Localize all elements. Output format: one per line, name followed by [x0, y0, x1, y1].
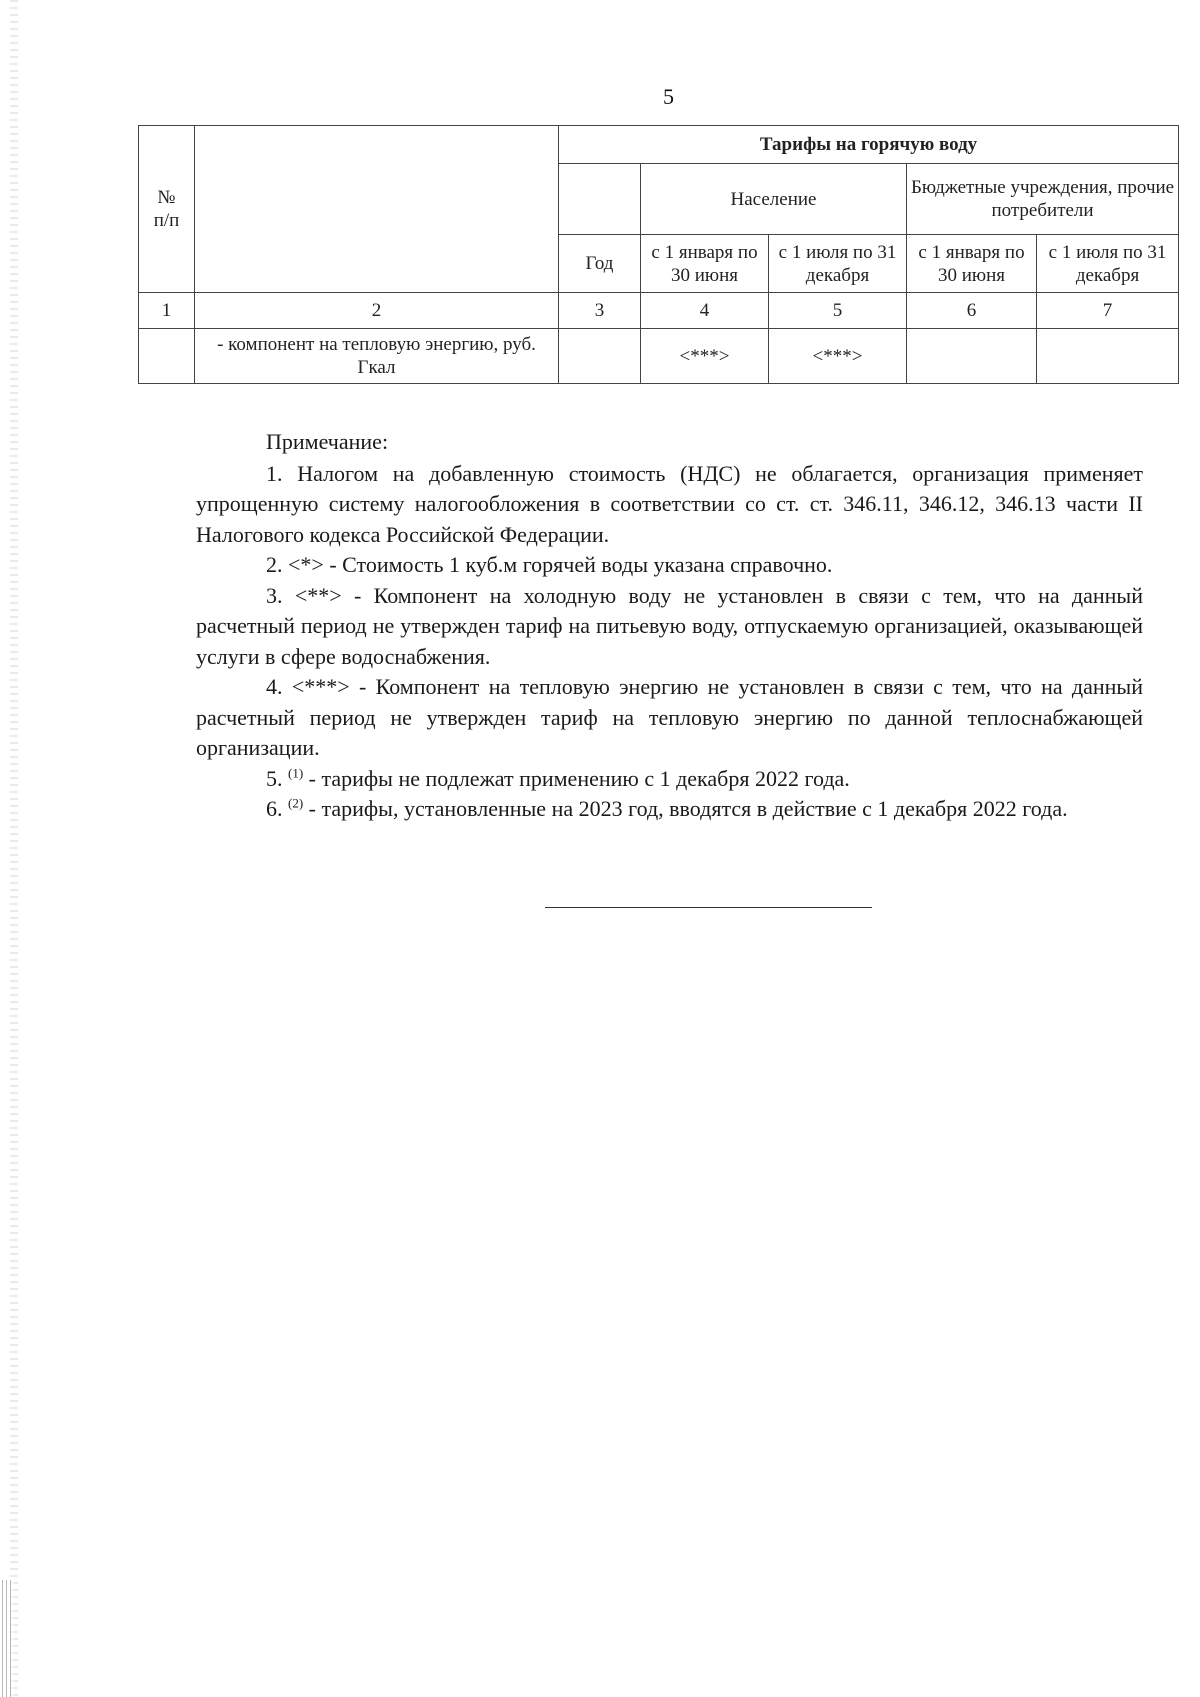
row-population-h2: <***> [769, 329, 907, 384]
row-budget-h1 [907, 329, 1037, 384]
note-6-prefix: 6. [266, 796, 288, 821]
note-4: 4. <***> - Компонент на тепловую энергию не установлен в связи с тем, что на данный расчетный период не утвержден тариф на тепловую энергию по данной теплоснабжающей организации. [196, 674, 1143, 760]
note-5-superscript: (1) [288, 765, 304, 781]
col-num-header: № п/п [139, 126, 195, 293]
note-1: 1. Налогом на добавленную стоимость (НДС) не облагается, организация применяет упрощенную систему налогообложения в соответствии со ст. ст. 346.11, 346.12, 346.13 части II Налогового кодекса Российской Федерации. [196, 460, 1143, 547]
column-number: 7 [1037, 293, 1179, 329]
row-year-cell [559, 329, 641, 384]
note-6-superscript: (2) [288, 795, 304, 811]
col-population-h1-header: с 1 января по 30 июня [641, 235, 769, 293]
main-header: Тарифы на горячую воду [559, 126, 1179, 164]
note-6-text: - тарифы, установленные на 2023 год, вводятся в действие с 1 декабря 2022 года. [303, 796, 1068, 821]
col-year-header: Год [559, 235, 641, 293]
page-number: 5 [663, 84, 674, 109]
column-number-row [139, 293, 1179, 329]
column-number: 6 [907, 293, 1037, 329]
col-population-h2-header: с 1 июля по 31 декабря [769, 235, 907, 293]
row-description: - компонент на тепловую энергию, руб. Гкал [195, 329, 559, 384]
table-row [139, 329, 1179, 384]
col-budget-h2-header: с 1 июля по 31 декабря [1037, 235, 1179, 293]
end-of-document-rule [545, 907, 872, 908]
column-number: 5 [769, 293, 907, 329]
col-description-header [195, 126, 559, 293]
row-number-cell [139, 329, 195, 384]
scan-edge-artifact-bottom [2, 1580, 14, 1697]
notes-title: Примечание: [266, 429, 389, 454]
column-number: 3 [559, 293, 641, 329]
note-5-text: - тарифы не подлежат применению с 1 декабря 2022 года. [303, 765, 850, 791]
note-2: 2. <*> - Стоимость 1 куб.м горячей воды указана справочно. [266, 552, 833, 577]
note-6 [196, 794, 1143, 825]
note-5-prefix: 5. [266, 765, 288, 791]
group-header-budget: Бюджетные учреждения, прочие потребители [907, 164, 1179, 235]
scan-edge-artifact [10, 0, 18, 1697]
row-population-h1: <***> [641, 329, 769, 384]
tariff-table [138, 125, 1179, 384]
notes-section [196, 427, 1143, 825]
column-number: 4 [641, 293, 769, 329]
column-number: 1 [139, 293, 195, 329]
row-budget-h2 [1037, 329, 1179, 384]
column-number: 2 [195, 293, 559, 329]
col-budget-h1-header: с 1 января по 30 июня [907, 235, 1037, 293]
group-header-population: Население [641, 164, 907, 235]
note-3: 3. <**> - Компонент на холодную воду не установлен в связи с тем, что на данный расчетный период не утвержден тариф на питьевую воду, отпускаемую организацией, оказывающей услуги в сфере водоснабжения. [196, 582, 1143, 669]
note-5 [196, 764, 1143, 795]
year-group-header [559, 164, 641, 235]
